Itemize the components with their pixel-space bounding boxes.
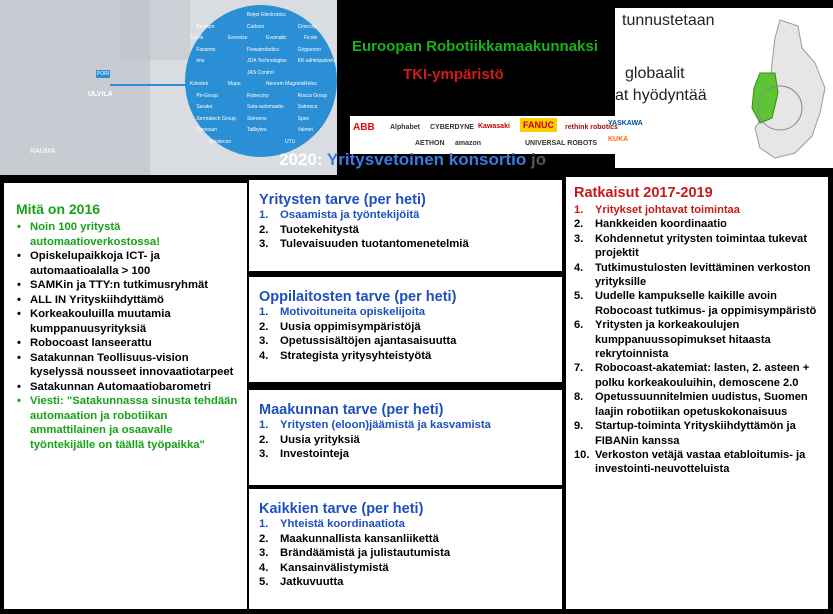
item-text: Jatkuvuutta: [280, 576, 344, 589]
item-text: Opetussisältöjen ajantasaisuutta: [280, 335, 457, 348]
company-name: Beijer Electronics: [247, 12, 286, 18]
logo: KUKA: [608, 136, 629, 143]
konsortio-line: [279, 150, 546, 170]
current-state-item: [16, 336, 239, 351]
logo: YASKAWA: [608, 120, 643, 127]
logo: amazon: [455, 140, 482, 147]
company-name: Relos: [304, 81, 317, 87]
company-name: Pir-Group: [196, 92, 219, 99]
current-state-item: [16, 351, 239, 380]
map-connector-line: [110, 84, 188, 86]
panel-line: globaalit: [625, 65, 685, 82]
company-name: JDA Technologies: [247, 58, 287, 64]
item-text: Yritysten (eloon)jäämistä ja kasvamista: [280, 419, 491, 431]
company-name: Spse: [297, 115, 310, 122]
company-name: Carlson: [247, 23, 265, 30]
company-name: Bestium: [196, 23, 215, 30]
current-state-item: [16, 380, 239, 395]
current-state-item: [16, 307, 239, 336]
current-state-item: [16, 249, 239, 278]
company-name: Rocca Group: [297, 92, 328, 99]
company-name: Fastems: [196, 46, 216, 53]
company-name: Gripperino: [297, 46, 322, 53]
item-text: Yritysten ja korkeakoulujen kumppanuussopimukset hitaasta rekrytoinnista: [595, 319, 771, 361]
needs-item: [259, 517, 556, 532]
item-number: 2.: [574, 218, 584, 231]
item-text: Motivoituneita opiskelijoita: [280, 306, 425, 318]
company-name: Valmet: [297, 127, 313, 133]
current-state-list: [16, 220, 239, 452]
company-name: Satmeca: [297, 104, 318, 110]
bullet-icon: •: [17, 250, 21, 262]
current-state-item: [16, 220, 239, 249]
needs-panel-all: [249, 489, 562, 609]
needs-panel-companies: [249, 180, 562, 271]
solution-item: [574, 390, 822, 419]
item-text: Viesti: "Satakunnassa sinusta tehdään automaation ja robotiikan ammattilainen ja osaavalle työntekijälle on täällä työpaikka": [30, 395, 238, 451]
item-number: 2.: [259, 433, 269, 446]
item-text: Uusia oppimisympäristöjä: [280, 320, 421, 333]
needs-item: [259, 305, 556, 320]
bullet-icon: •: [17, 308, 21, 320]
company-name: JAS Control: [247, 69, 274, 76]
logo: Kawasaki: [478, 123, 510, 130]
solutions-panel: [566, 177, 828, 609]
headline-red: TKI-ympäristö: [403, 66, 504, 83]
item-number: 1.: [259, 306, 269, 318]
item-number: 1.: [259, 518, 269, 530]
ulvila-label: ULVILA: [88, 91, 113, 98]
region-map: [0, 0, 337, 175]
solution-item: [574, 232, 822, 261]
map-landmass: [120, 0, 190, 60]
item-number: 3.: [259, 547, 269, 560]
company-name: KK-sähköpalvelu: [297, 58, 336, 64]
company-name: Mapo: [228, 81, 241, 87]
needs-list: [259, 418, 556, 462]
solution-item: [574, 419, 822, 448]
item-text: Investointeja: [280, 448, 350, 461]
needs-item: [259, 320, 556, 335]
bullet-icon: •: [17, 221, 21, 233]
needs-panel-schools: [249, 277, 562, 382]
pori-marker: PORI: [96, 71, 110, 77]
item-text: Satakunnan Teollisuus-vision kyselyssä nousseet innovaatiotarpeet: [30, 351, 234, 378]
needs-list: [259, 517, 556, 590]
company-name: Ficolo: [304, 35, 318, 41]
company-name: Westecon: [209, 138, 232, 145]
item-number: 2.: [259, 320, 269, 333]
company-name: UTU: [285, 138, 296, 145]
konsortio-text: Yritysvetoinen konsortio: [326, 150, 527, 169]
konsortio-tail: jo: [530, 150, 547, 169]
bullet-icon: •: [17, 337, 21, 349]
item-text: Robocoast-akatemiat: lasten, 2. asteen + polku korkeakouluihin, demoscene 2.0: [595, 362, 810, 389]
needs-item: [259, 433, 556, 448]
robot-company-logos: [350, 116, 650, 154]
rauma-label: RAUMA: [30, 148, 56, 155]
company-name: Fiswatrobotics: [247, 46, 279, 53]
item-number: 4.: [259, 349, 269, 362]
item-text: Yritykset johtavat toimintaa: [595, 204, 740, 216]
item-text: Tulevaisuuden tuotantomenetelmiä: [280, 238, 469, 251]
company-name: Ims: [196, 58, 205, 64]
item-text: Maakunnallista kansanliikettä: [280, 532, 439, 545]
company-name: Kokotek: [190, 81, 209, 87]
panel-line: tunnustetaan: [622, 12, 715, 29]
company-name: Tailbytes: [247, 127, 267, 133]
item-text: Tuotekehitystä: [280, 223, 359, 236]
needs-panel-region: [249, 390, 562, 485]
year-prefix: 2020:: [279, 150, 323, 169]
needs-item: [259, 418, 556, 433]
item-text: SAMKin ja TTY:n tutkimusryhmät: [30, 279, 209, 291]
panel-title: Mitä on 2016: [16, 201, 101, 217]
logo: ABB: [353, 122, 375, 133]
item-text: Satakunnan Automaatiobarometri: [30, 380, 211, 393]
needs-item: [259, 237, 556, 252]
item-number: 4.: [259, 561, 269, 574]
item-number: 3.: [574, 232, 584, 245]
needs-item: [259, 223, 556, 238]
needs-list: [259, 208, 556, 252]
solutions-list: [574, 203, 822, 477]
needs-list: [259, 305, 556, 363]
solution-item: [574, 203, 822, 217]
company-name: Comb: [190, 35, 204, 41]
item-text: Opetussuunnitelmien uudistus, Suomen laajin robotiikan opetuskokonaisuus: [595, 391, 808, 418]
item-text: Uusia yrityksiä: [280, 433, 360, 446]
logo: AETHON: [415, 140, 445, 147]
company-name: Saraka: [196, 104, 213, 110]
company-name: Evomatic: [266, 35, 287, 41]
needs-item: [259, 447, 556, 462]
item-text: Hankkeiden koordinaatio: [595, 218, 727, 231]
item-number: 6.: [574, 319, 584, 332]
item-text: Opiskelupaikkoja ICT- ja automaatioalalla > 100: [30, 250, 160, 277]
solution-item: [574, 289, 822, 318]
item-number: 7.: [574, 362, 584, 375]
item-number: 3.: [259, 448, 269, 461]
needs-item: [259, 208, 556, 223]
current-state-item: [16, 394, 239, 452]
company-network-circle: [185, 5, 337, 157]
company-name: Cimcorp: [297, 23, 317, 30]
item-text: Robocoast lanseerattu: [30, 337, 152, 349]
bullet-icon: •: [17, 380, 21, 393]
item-text: Verkoston vetäjä vastaa etabloitumis- ja investointi-neuvotteluista: [595, 448, 806, 476]
company-name: Siemens: [247, 115, 267, 122]
logo: FANUC: [520, 118, 557, 132]
item-number: 3.: [259, 335, 269, 348]
needs-item: [259, 546, 556, 561]
item-text: Uudelle kampukselle kaikille avoin Robocoast tutkimus- ja oppimisympäristö: [595, 290, 817, 317]
item-number: 5.: [574, 290, 584, 303]
item-number: 2.: [259, 223, 269, 236]
bullet-icon: •: [17, 293, 21, 306]
current-state-item: [16, 293, 239, 308]
item-text: Korkeakouluilla muutamia kumppanuusyrityksiä: [30, 308, 171, 335]
item-text: Osaamista ja työntekijöitä: [280, 209, 420, 221]
needs-title: Yritysten tarve (per heti): [259, 192, 426, 208]
company-name: Neorem Magnets: [266, 81, 305, 87]
finland-map-icon: [740, 18, 833, 163]
panel-line: at hyödyntää: [615, 87, 707, 104]
item-text: Kohdennetut yritysten toimintaa tukevat projektit: [595, 232, 808, 260]
needs-title: Kaikkien tarve (per heti): [259, 501, 424, 517]
item-number: 1.: [259, 419, 269, 431]
bullet-icon: •: [17, 279, 21, 291]
item-text: Noin 100 yritystä automaatioverkostossa!: [30, 221, 160, 248]
company-name: Enersize: [228, 35, 248, 41]
needs-title: Oppilaitosten tarve (per heti): [259, 289, 457, 305]
item-number: 1.: [574, 204, 584, 216]
solution-item: [574, 217, 822, 231]
item-text: Kansainvälistymistä: [280, 561, 389, 574]
panel-title: Ratkaisut 2017-2019: [574, 185, 713, 201]
company-name: Swoosan: [196, 127, 217, 133]
solution-item: [574, 448, 822, 477]
needs-item: [259, 334, 556, 349]
item-number: 4.: [574, 261, 584, 274]
needs-item: [259, 349, 556, 364]
bullet-icon: •: [17, 351, 21, 364]
needs-item: [259, 575, 556, 590]
logo: Alphabet: [390, 124, 420, 131]
item-text: Yhteistä koordinaatiota: [280, 518, 405, 530]
item-number: 10.: [574, 448, 590, 461]
needs-item: [259, 532, 556, 547]
needs-item: [259, 561, 556, 576]
logo: UNIVERSAL ROBOTS: [525, 140, 598, 147]
headline-green: Euroopan Robotiikkamaakunnaksi: [352, 38, 598, 55]
item-text: Strategista yritysyhteistyötä: [280, 349, 432, 362]
item-number: 8.: [574, 391, 584, 404]
item-number: 2.: [259, 532, 269, 545]
item-number: 1.: [259, 209, 269, 221]
item-number: 9.: [574, 420, 584, 433]
item-number: 3.: [259, 238, 269, 251]
bullet-icon: •: [17, 395, 21, 407]
company-name: Sata-automaatio: [247, 104, 284, 110]
current-state-item: [16, 278, 239, 293]
current-state-panel: [4, 183, 247, 609]
company-name: Robecorp: [247, 92, 269, 99]
solution-item: [574, 261, 822, 290]
item-text: Tutkimustulosten levittäminen verkoston yrityksille: [595, 261, 811, 289]
item-text: Startup-toiminta Yrityskiihdyttämön ja FIBANin kanssa: [595, 420, 796, 447]
item-number: 5.: [259, 576, 269, 589]
item-text: ALL IN Yrityskiihdyttämö: [30, 293, 164, 306]
logo: CYBERDYNE: [430, 124, 474, 131]
needs-title: Maakunnan tarve (per heti): [259, 402, 444, 418]
logo: rethink robotics: [565, 124, 618, 131]
item-text: Brändäämistä ja julistautumista: [280, 547, 451, 560]
solution-item: [574, 318, 822, 361]
solution-item: [574, 361, 822, 390]
company-name: Sermatech Group: [196, 115, 236, 122]
